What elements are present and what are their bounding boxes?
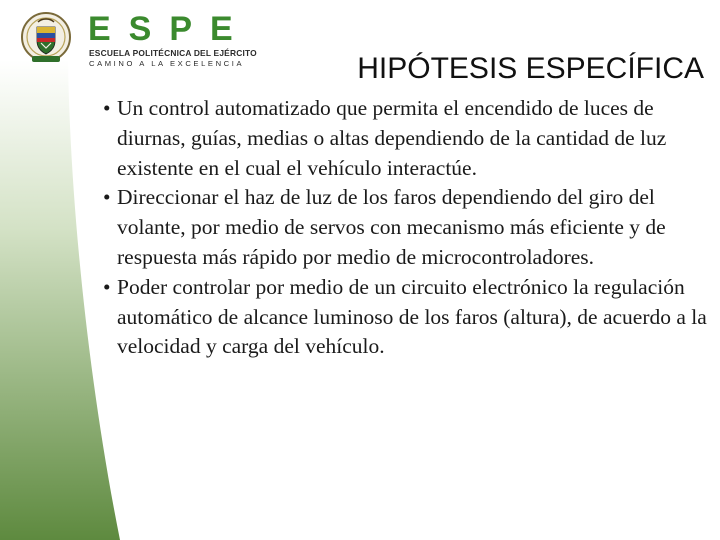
bullet-list (100, 94, 715, 362)
slide-title: HIPÓTESIS ESPECÍFICA (357, 52, 704, 85)
bullet-text: Poder controlar por medio de un circuito electrónico la regulación automático de alcance luminoso de los faros (altura), de acuerdo a la velocidad y carga del vehículo. (117, 274, 707, 359)
espe-logo (10, 8, 257, 68)
school-motto: CAMINO A LA EXCELENCIA (89, 59, 245, 68)
bullet-text: Direccionar el haz de luz de los faros dependiendo del giro del volante, por medio de servos con mecanismo más eficiente y de respuesta más rápido por medio de microcontroladores. (117, 185, 666, 269)
list-item (100, 94, 715, 183)
bullet-marker: • (103, 96, 111, 120)
bullet-marker: • (103, 185, 111, 210)
bullet-marker: • (103, 274, 111, 299)
list-item (100, 273, 715, 362)
brand-wordmark: ESPE (88, 10, 251, 48)
bullet-text: Un control automatizado que permita el encendido de luces de diurnas, guías, medias o altas dependiendo de la cantidad de luz existente en el cual el vehículo interactúe. (117, 96, 667, 180)
list-item (100, 183, 715, 272)
espe-crest-icon (20, 10, 72, 66)
school-name: ESCUELA POLITÉCNICA DEL EJÉRCITO (89, 48, 257, 58)
